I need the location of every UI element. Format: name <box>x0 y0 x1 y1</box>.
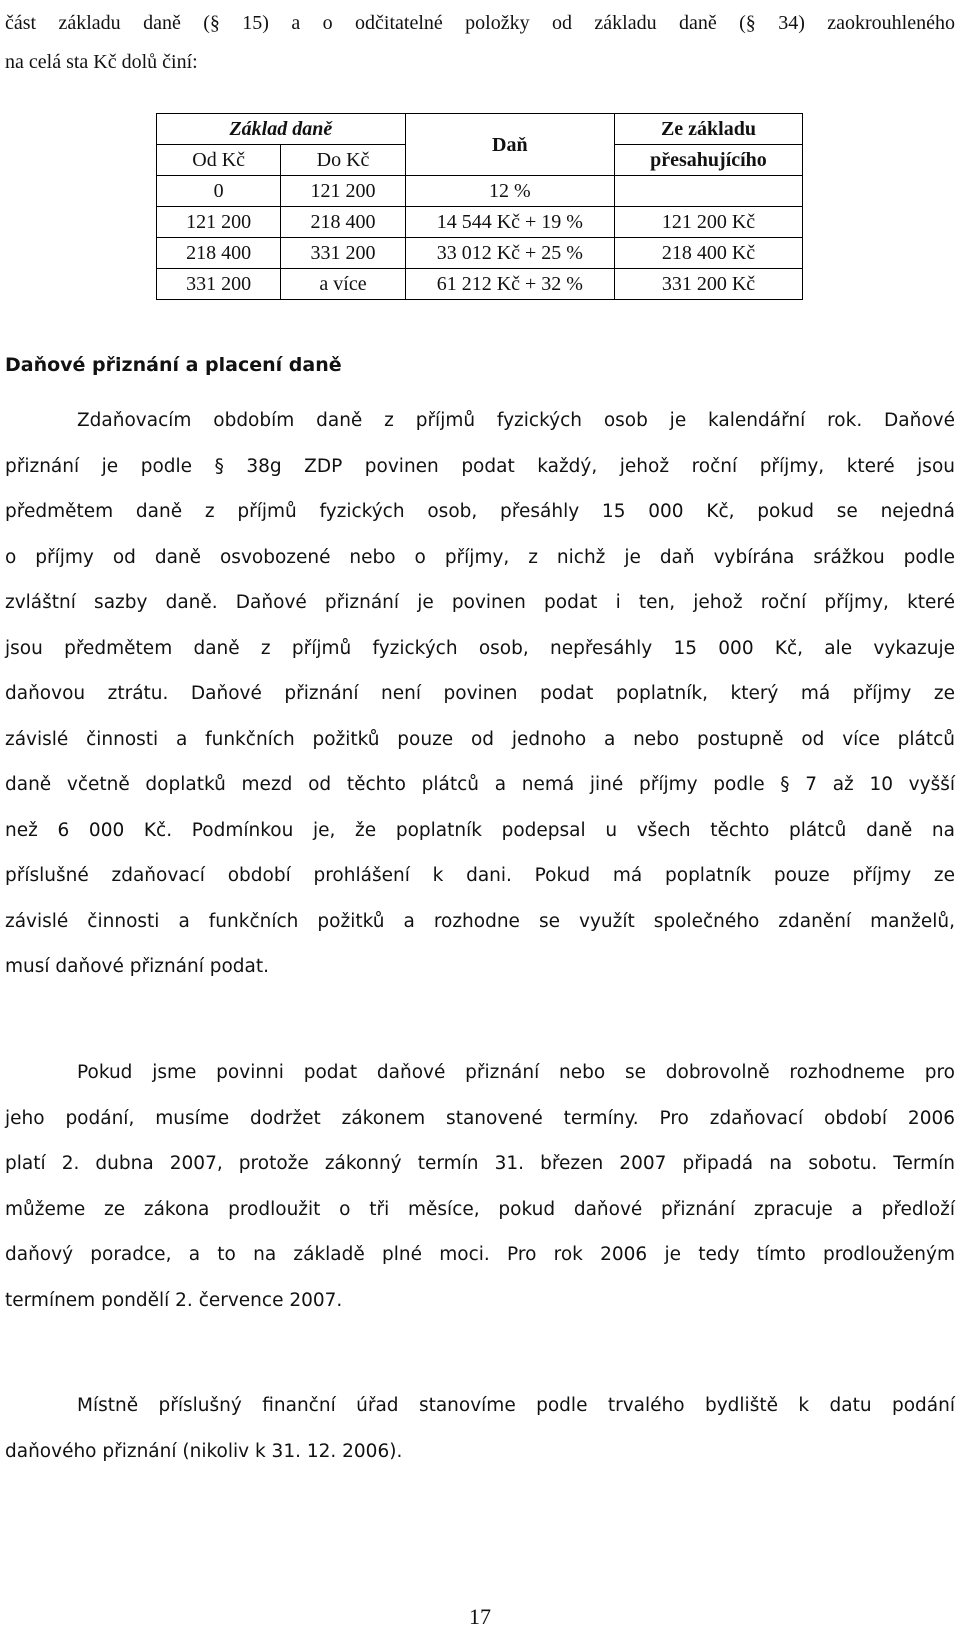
paragraph-line: Pokud jsme povinni podat daňové přiznání nebo se dobrovolně rozhodneme pro <box>77 1062 955 1083</box>
paragraph-line: Zdaňovacím obdobím daně z příjmů fyzických osob je kalendářní rok. Daňové <box>77 410 955 431</box>
paragraph-line: závislé činnosti a funkčních požitků a rozhodne se využít společného zdanění manželů, <box>5 910 955 932</box>
paragraph-line: daňovou ztrátu. Daňové přiznání není povinen podat poplatník, který má příjmy ze <box>5 683 955 704</box>
header-over-2: přesahujícího <box>614 145 802 176</box>
table-cell: 331 200 <box>281 238 405 269</box>
table-cell: 331 200 Kč <box>614 269 802 300</box>
paragraph-line: platí 2. dubna 2007, protože zákonný termín 31. březen 2007 připadá na sobotu. Termín <box>5 1153 955 1174</box>
table-row <box>157 238 803 269</box>
paragraph-line: musí daňové přiznání podat. <box>5 956 270 977</box>
paragraph-line: zvláštní sazby daně. Daňové přiznání je povinen podat i ten, jehož roční příjmy, které <box>5 592 955 613</box>
paragraph-line: daňového přiznání (nikoliv k 31. 12. 2006). <box>5 1440 403 1462</box>
paragraph-line: jsou předmětem daně z příjmů fyzických osob, nepřesáhly 15 000 Kč, ale vykazuje <box>5 637 955 659</box>
paragraph-line: Místně příslušný finanční úřad stanovíme podle trvalého bydliště k datu podání <box>77 1395 955 1416</box>
table-cell: 14 544 Kč + 19 % <box>405 207 614 238</box>
paragraph-deadlines <box>5 1050 955 1323</box>
paragraph-line: termínem pondělí 2. července 2007. <box>5 1289 343 1311</box>
table-cell: 61 212 Kč + 32 % <box>405 269 614 300</box>
header-tax-base: Základ daně <box>157 114 406 145</box>
table-cell <box>614 176 802 207</box>
header-over-1: Ze základu <box>614 114 802 145</box>
table-cell: 0 <box>157 176 281 207</box>
paragraph-line: než 6 000 Kč. Podmínkou je, že poplatník podepsal u všech těchto plátců daně na <box>5 819 955 841</box>
table-cell: 121 200 Kč <box>614 207 802 238</box>
table-cell: 33 012 Kč + 25 % <box>405 238 614 269</box>
paragraph-line: přiznání je podle § 38g ZDP povinen podat každý, jehož roční příjmy, které jsou <box>5 455 955 477</box>
intro-line: část základu daně (§ 15) a o odčitatelné položky od základu daně (§ 34) zaokrouhleného <box>5 12 955 34</box>
intro-line: na celá sta Kč dolů činí: <box>5 51 198 73</box>
table-cell: a více <box>281 269 405 300</box>
table-cell: 218 400 <box>281 207 405 238</box>
paragraph-line: příslušné zdaňovací období prohlášení k dani. Pokud má poplatník pouze příjmy ze <box>5 865 955 886</box>
section-title: Daňové přiznání a placení daně <box>5 354 342 376</box>
table-cell: 218 400 Kč <box>614 238 802 269</box>
paragraph-line: můžeme ze zákona prodloužit o tři měsíce, pokud daňové přiznání zpracuje a předloží <box>5 1198 955 1220</box>
paragraph-line: závislé činnosti a funkčních požitků pouze od jednoho a nebo postupně od více plátců <box>5 728 955 750</box>
paragraph-filing-obligation <box>5 398 955 990</box>
header-from: Od Kč <box>157 145 281 176</box>
paragraph-line: daňový poradce, a to na základě plné moci. Pro rok 2006 je tedy tímto prodlouženým <box>5 1244 955 1265</box>
paragraph-line: o příjmy od daně osvobozené nebo o příjmy, z nichž je daň vybírána srážkou podle <box>5 546 955 568</box>
table-cell: 218 400 <box>157 238 281 269</box>
paragraph-line: předmětem daně z příjmů fyzických osob, přesáhly 15 000 Kč, pokud se nejedná <box>5 501 955 522</box>
table-header-row <box>157 114 803 145</box>
header-tax: Daň <box>405 114 614 176</box>
tax-rate-table <box>156 113 803 300</box>
table-row <box>157 176 803 207</box>
table-cell: 331 200 <box>157 269 281 300</box>
header-to: Do Kč <box>281 145 405 176</box>
table-row <box>157 269 803 300</box>
table-cell: 121 200 <box>157 207 281 238</box>
intro-text <box>5 4 955 82</box>
paragraph-line: daně včetně doplatků mezd od těchto plátců a nemá jiné příjmy podle § 7 až 10 vyšší <box>5 774 955 795</box>
table-cell: 12 % <box>405 176 614 207</box>
table-row <box>157 207 803 238</box>
paragraph-tax-office <box>5 1383 955 1474</box>
table-cell: 121 200 <box>281 176 405 207</box>
paragraph-line: jeho podání, musíme dodržet zákonem stanovené termíny. Pro zdaňovací období 2006 <box>5 1107 955 1129</box>
page-number: 17 <box>469 1604 491 1629</box>
